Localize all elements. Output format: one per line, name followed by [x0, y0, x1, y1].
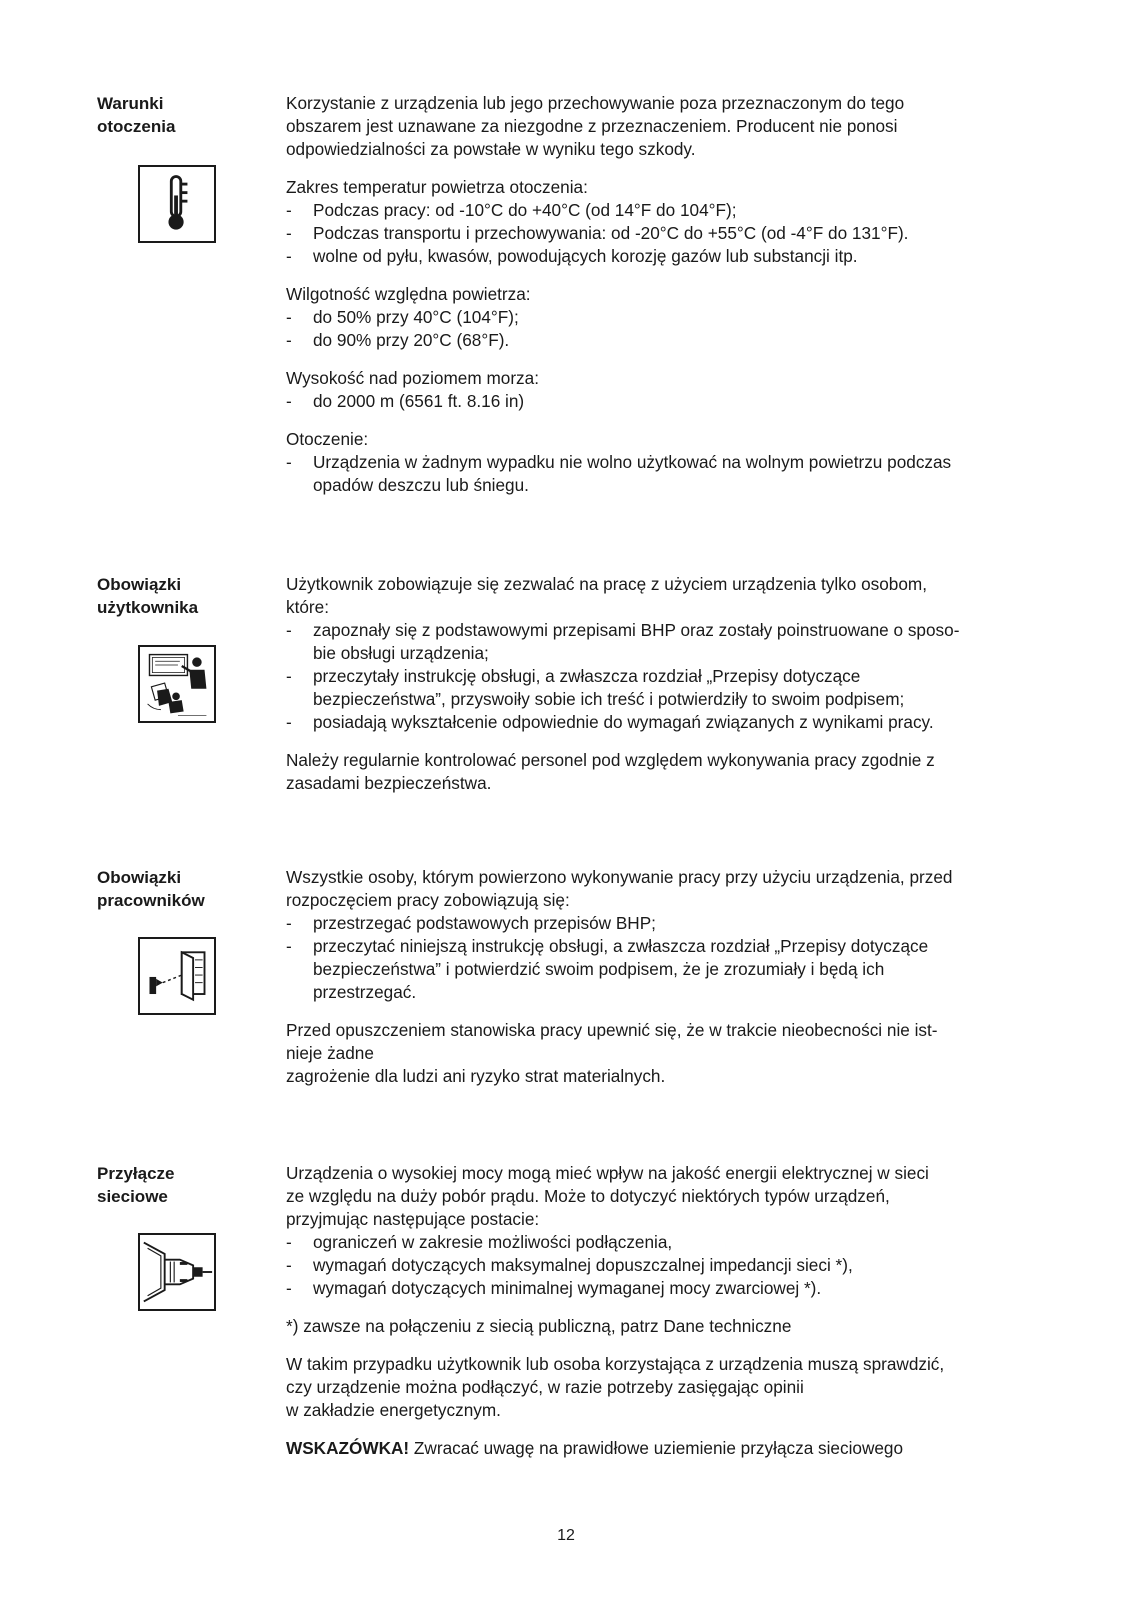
list-item-text: ograniczeń w zakresie możliwości podłączenia,: [313, 1232, 673, 1252]
list-item: [286, 935, 1046, 1004]
list-item-text: wymagań dotyczących minimalnej wymaganej mocy zwarciowej *).: [313, 1278, 822, 1298]
list-item: [286, 329, 1046, 352]
text-line: przyjmując następujące postacie:: [286, 1209, 540, 1229]
list-item-text: do 90% przy 20°C (68°F).: [313, 330, 510, 350]
text-line: Korzystanie z urządzenia lub jego przechowywanie poza przeznaczonym do tego: [286, 93, 905, 113]
section-heading: [97, 92, 267, 138]
note-line: [286, 1437, 1046, 1460]
exit-door-icon: [138, 937, 216, 1015]
list-item: [286, 1277, 1046, 1300]
text-line: zasadami bezpieczeństwa.: [286, 773, 492, 793]
paragraph-gap: [286, 1300, 1046, 1315]
list-item: [286, 1231, 1046, 1254]
list-item-text: bie obsługi urządzenia;: [313, 643, 489, 663]
list-dash: -: [286, 200, 292, 220]
list-dash: -: [286, 452, 292, 472]
section-heading: [97, 866, 267, 912]
list-item: [286, 451, 1046, 497]
list-dash: -: [286, 936, 292, 956]
list-item-text: posiadają wykształcenie odpowiednie do wymagań związanych z wynikami pracy.: [313, 712, 934, 732]
list-item-text: przestrzegać.: [313, 982, 417, 1002]
list-item-text: przeczytały instrukcję obsługi, a zwłaszcza rozdział „Przepisy dotyczące: [313, 666, 861, 686]
heading-line: Warunki: [97, 94, 164, 113]
list-item-text: wymagań dotyczących maksymalnej dopuszczalnej impedancji sieci *),: [313, 1255, 853, 1275]
text-line: Przed opuszczeniem stanowiska pracy upewnić się, że w trakcie nieobecności nie ist-: [286, 1020, 938, 1040]
text-line: ze względu na duży pobór prądu. Może to dotyczyć niektórych typów urządzeń,: [286, 1186, 890, 1206]
list-item: [286, 390, 1046, 413]
list-dash: -: [286, 1232, 292, 1252]
list-item-text: do 2000 m (6561 ft. 8.16 in): [313, 391, 525, 411]
list-item-text: opadów deszczu lub śniegu.: [313, 475, 529, 495]
list-item: [286, 222, 1046, 245]
section-body: [286, 573, 1046, 795]
section-heading: [97, 1162, 267, 1208]
list-dash: -: [286, 666, 292, 686]
section-body: [286, 866, 1046, 1088]
text-line: zagrożenie dla ludzi ani ryzyko strat materialnych.: [286, 1066, 666, 1086]
power-plug-icon: [138, 1233, 216, 1311]
heading-line: użytkownika: [97, 598, 199, 617]
note-label: WSKAZÓWKA!: [286, 1438, 410, 1458]
list-item-text: przestrzegać podstawowych przepisów BHP;: [313, 913, 656, 933]
text-line: Otoczenie:: [286, 429, 369, 449]
section-body: [286, 92, 1046, 497]
text-line: czy urządzenie można podłączyć, w razie potrzeby zasięgając opinii: [286, 1377, 804, 1397]
list-item: [286, 711, 1046, 734]
list-dash: -: [286, 1278, 292, 1298]
text-line: obszarem jest uznawane za niezgodne z przeznaczeniem. Producent nie ponosi: [286, 116, 898, 136]
list-item-text: Podczas transportu i przechowywania: od -20°C do +55°C (od -4°F do 131°F).: [313, 223, 909, 243]
list-item-text: zapoznały się z podstawowymi przepisami BHP oraz zostały poinstruowane o sposo-: [313, 620, 960, 640]
heading-line: Przyłącze: [97, 1164, 175, 1183]
text-line: Wilgotność względna powietrza:: [286, 284, 531, 304]
list-item: [286, 665, 1046, 711]
list-dash: -: [286, 1255, 292, 1275]
page-number: 12: [557, 1527, 575, 1544]
paragraph-gap: [286, 1422, 1046, 1437]
list-dash: -: [286, 712, 292, 732]
text-line: Użytkownik zobowiązuje się zezwalać na pracę z użyciem urządzenia tylko osobom,: [286, 574, 927, 594]
list-dash: -: [286, 391, 292, 411]
list-item-text: przeczytać niniejszą instrukcję obsługi, a zwłaszcza rozdział „Przepisy dotyczące: [313, 936, 929, 956]
heading-line: otoczenia: [97, 117, 176, 136]
list-dash: -: [286, 223, 292, 243]
list-item: [286, 199, 1046, 222]
paragraph-gap: [286, 413, 1046, 428]
section-heading: [97, 573, 267, 619]
text-line: *) zawsze na połączeniu z siecią publiczną, patrz Dane techniczne: [286, 1316, 792, 1336]
paragraph-gap: [286, 1338, 1046, 1353]
text-line: odpowiedzialności za powstałe w wyniku tego szkody.: [286, 139, 696, 159]
text-line: Zakres temperatur powietrza otoczenia:: [286, 177, 588, 197]
list-item-text: wolne od pyłu, kwasów, powodujących korozję gazów lub substancji itp.: [313, 246, 858, 266]
text-line: które:: [286, 597, 329, 617]
section-body: [286, 1162, 1046, 1460]
list-item: [286, 912, 1046, 935]
training-icon: [138, 645, 216, 723]
thermometer-icon: [138, 165, 216, 243]
paragraph-gap: [286, 734, 1046, 749]
text-line: Urządzenia o wysokiej mocy mogą mieć wpływ na jakość energii elektrycznej w sieci: [286, 1163, 929, 1183]
paragraph-gap: [286, 161, 1046, 176]
list-item-text: Podczas pracy: od -10°C do +40°C (od 14°F do 104°F);: [313, 200, 737, 220]
list-item-text: bezpieczeństwa” i potwierdzić swoim podpisem, że je zrozumiały i będą ich: [313, 959, 885, 979]
list-dash: -: [286, 913, 292, 933]
list-item-text: do 50% przy 40°C (104°F);: [313, 307, 519, 327]
text-line: Wysokość nad poziomem morza:: [286, 368, 539, 388]
paragraph-gap: [286, 352, 1046, 367]
note-text: Zwracać uwagę na prawidłowe uziemienie przyłącza sieciowego: [409, 1438, 904, 1458]
list-item-text: Urządzenia w żadnym wypadku nie wolno użytkować na wolnym powietrzu podczas: [313, 452, 952, 472]
heading-line: sieciowe: [97, 1187, 168, 1206]
list-dash: -: [286, 620, 292, 640]
paragraph-gap: [286, 268, 1046, 283]
list-item: [286, 245, 1046, 268]
heading-line: pracowników: [97, 891, 205, 910]
text-line: nieje żadne: [286, 1043, 374, 1063]
text-line: Należy regularnie kontrolować personel pod względem wykonywania pracy zgodnie z: [286, 750, 935, 770]
list-dash: -: [286, 307, 292, 327]
heading-line: Obowiązki: [97, 868, 182, 887]
list-dash: -: [286, 330, 292, 350]
text-line: w zakładzie energetycznym.: [286, 1400, 501, 1420]
text-line: rozpoczęciem pracy zobowiązują się:: [286, 890, 570, 910]
list-item: [286, 306, 1046, 329]
list-dash: -: [286, 246, 292, 266]
list-item-text: bezpieczeństwa”, przyswoiły sobie ich treść i potwierdziły to swoim podpisem;: [313, 689, 905, 709]
text-line: W takim przypadku użytkownik lub osoba korzystająca z urządzenia muszą sprawdzić,: [286, 1354, 945, 1374]
list-item: [286, 619, 1046, 665]
list-item: [286, 1254, 1046, 1277]
paragraph-gap: [286, 1004, 1046, 1019]
heading-line: Obowiązki: [97, 575, 182, 594]
text-line: Wszystkie osoby, którym powierzono wykonywanie pracy przy użyciu urządzenia, przed: [286, 867, 953, 887]
